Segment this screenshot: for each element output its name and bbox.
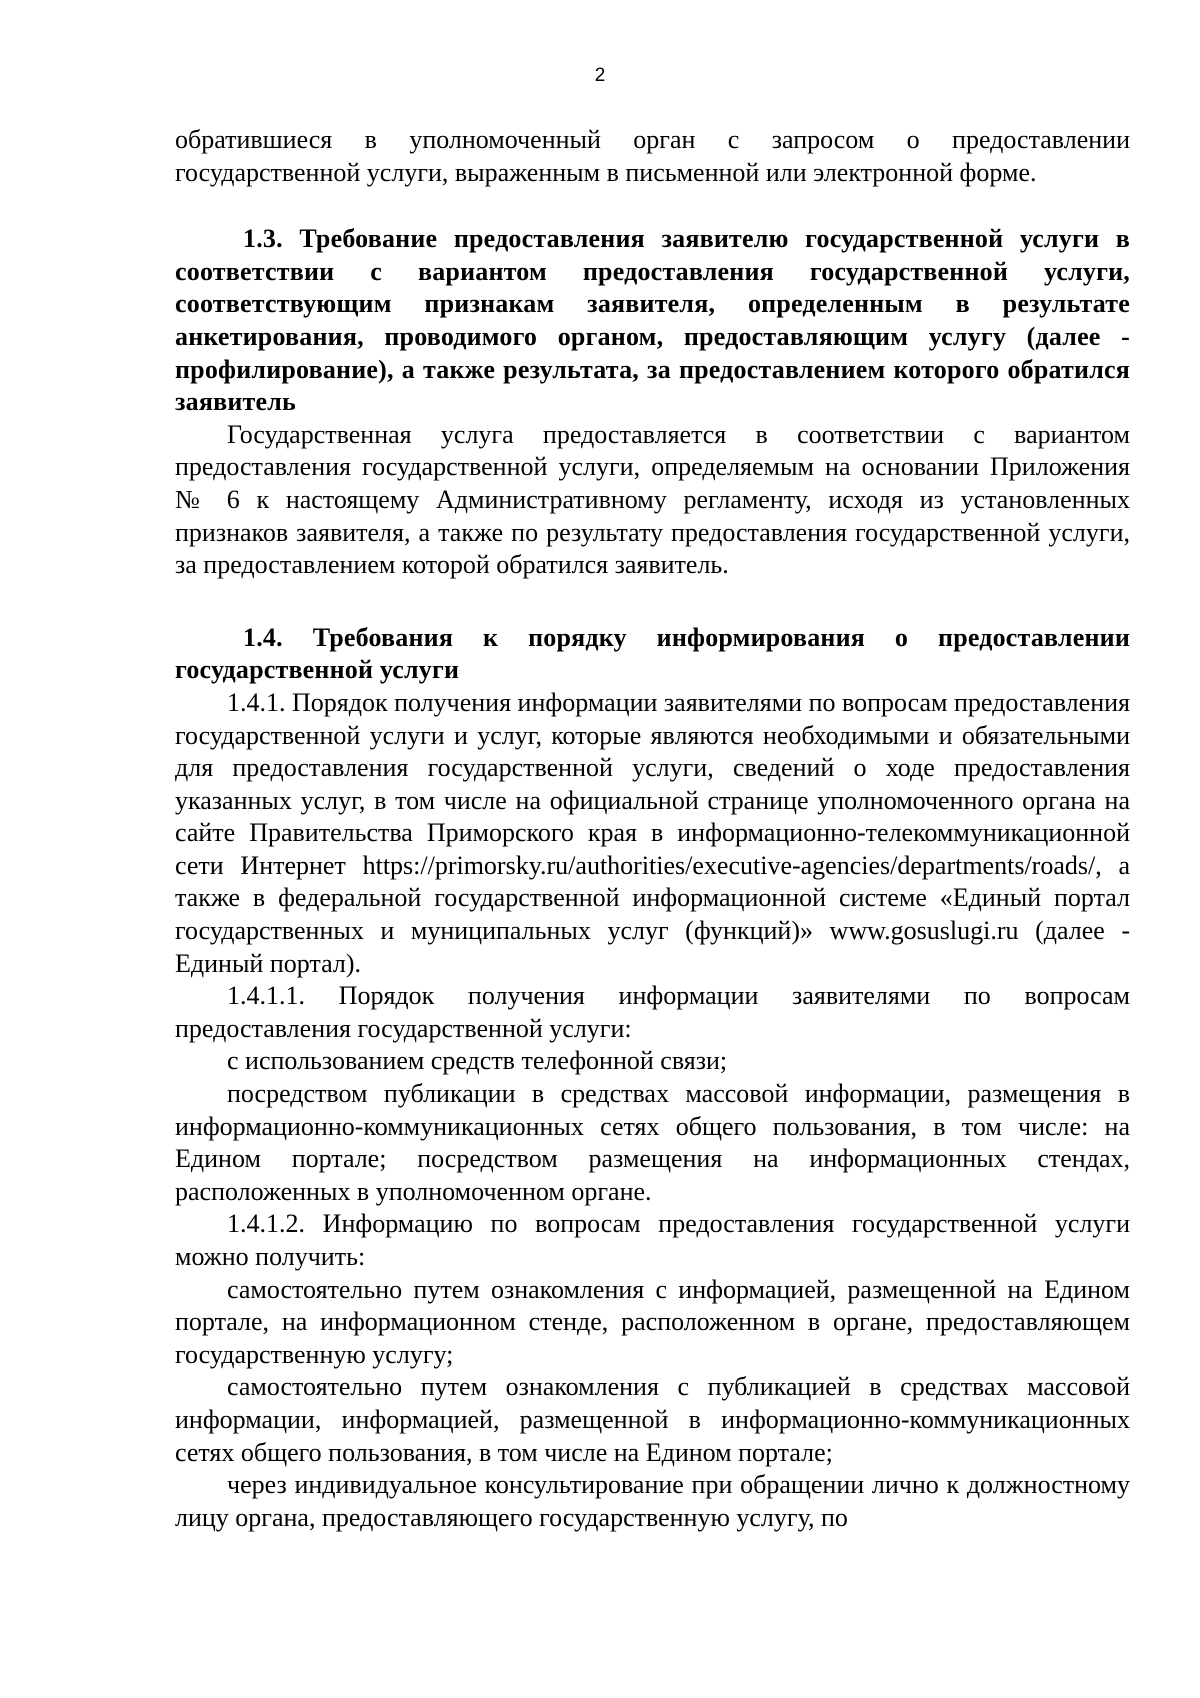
section-heading-1-3: 1.3. Требование предоставления заявителю государственной услуги в соответствии с вариантом предоставления государственной услуги, соответствующим признакам заявителя, определенным в результате анкетирования, проводимого органом, предоставляющим услугу (далее - профилирование), а также результата, за предоставлением которого обратился заявитель (175, 224, 1130, 417)
page-number: 2 (594, 65, 606, 86)
paragraph-individual-consulting: через индивидуальное консультирование при обращении лично к должностному лицу органа, предоставляющего государственную услугу, по (175, 1470, 1130, 1532)
paragraph-self-study-portal: самостоятельно путем ознакомления с информацией, размещенной на Едином портале, на информационном стенде, расположенном в органе, предоставляющем государственную услугу; (175, 1274, 1130, 1369)
paragraph-1-4-1-2: 1.4.1.2. Информацию по вопросам предоставления государственной услуги можно получить: (175, 1209, 1130, 1271)
paragraph-1-4-1-1: 1.4.1.1. Порядок получения информации заявителями по вопросам предоставления государственной услуги: (175, 981, 1130, 1043)
paragraph-continuation: обратившиеся в уполномоченный орган с запросом о предоставлении государственной услуги, выраженным в письменной или электронной форме. (175, 125, 1130, 187)
paragraph-telephone: с использованием средств телефонной связи; (227, 1046, 728, 1076)
paragraph-publication: посредством публикации в средствах массовой информации, размещения в информационно-коммуникационных сетях общего пользования, в том числе: на Едином портале; посредством размещения на информационных стендах, расположенных в уполномоченном органе. (175, 1079, 1130, 1206)
section-heading-1-4: 1.4. Требования к порядку информирования о предоставлении государственной услуги (175, 622, 1130, 685)
paragraph-variant-of-service: Государственная услуга предоставляется в соответствии с вариантом предоставления государственной услуги, определяемым на основании Приложения № 6 к настоящему Административному регламенту, исходя из установленных признаков заявителя, а также по результату предоставления государственной услуги, за предоставлением которой обратился заявитель. (175, 419, 1130, 580)
document-body (175, 124, 1130, 1534)
paragraph-1-4-1: 1.4.1. Порядок получения информации заявителями по вопросам предоставления государственной услуги и услуг, которые являются необходимыми и обязательными для предоставления государственной услуги, сведений о ходе предоставления указанных услуг, в том числе на официальной странице уполномоченного органа на сайте Правительства Приморского края в информационно-телекоммуникационной сети Интернет https://primorsky.ru/authorities/executive-agencies/departments/roads/, а также в федеральной государственной информационной системе «Единый портал государственных и муниципальных услуг (функций)» www.gosuslugi.ru (далее - Единый портал). (175, 687, 1130, 978)
paragraph-self-study-media: самостоятельно путем ознакомления с публикацией в средствах массовой информации, информацией, размещенной в информационно-коммуникационных сетях общего пользования, в том числе на Едином портале; (175, 1372, 1130, 1467)
